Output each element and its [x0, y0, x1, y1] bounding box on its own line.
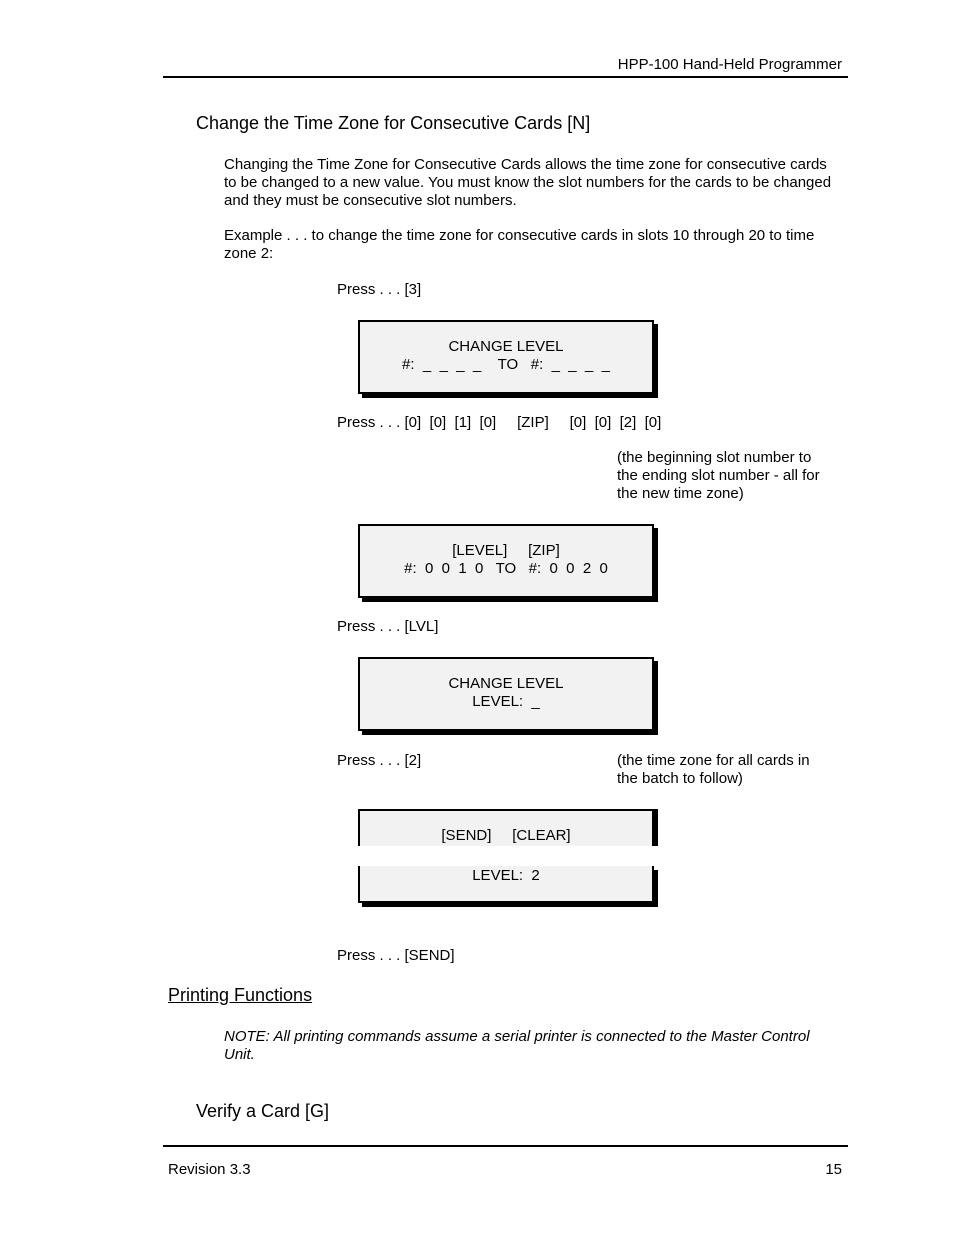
lcd-2-line-1: [LEVEL] [ZIP]: [452, 542, 560, 559]
lcd-display-3: [358, 657, 654, 731]
footer-page-number: 15: [825, 1161, 842, 1178]
footer-revision: Revision 3.3: [168, 1161, 251, 1178]
intro-paragraph: Changing the Time Zone for Consecutive Cards allows the time zone for consecutive cards to be changed to a new value. You must know the slot numbers for the cards to be changed and they must be consecutive slot numbers.: [224, 156, 832, 209]
step-2-note: (the beginning slot number to the ending slot number - all for the new time zone): [617, 449, 820, 502]
lcd-3-line-2: LEVEL: _: [472, 693, 540, 710]
header-title: HPP-100 Hand-Held Programmer: [617, 56, 842, 73]
verify-card-title: Verify a Card [G]: [196, 1101, 330, 1121]
lcd-display-4-top: [358, 809, 654, 846]
lcd-3-line-1: CHANGE LEVEL: [448, 675, 564, 692]
lcd-2-line-2: #: 0 0 1 0 TO #: 0 0 2 0: [404, 560, 608, 577]
header-rule: [163, 76, 848, 78]
press-step-5: Press . . . [SEND]: [337, 947, 455, 964]
press-step-3: Press . . . [LVL]: [337, 618, 439, 635]
example-paragraph: Example . . . to change the time zone for consecutive cards in slots 10 through 20 to time zone 2:: [224, 227, 815, 262]
printing-note: NOTE: All printing commands assume a serial printer is connected to the Master Control Unit.: [224, 1028, 810, 1063]
lcd-display-1: [358, 320, 654, 394]
lcd-4-line-1: [SEND] [CLEAR]: [441, 827, 571, 844]
section-title: Change the Time Zone for Consecutive Cards [N]: [196, 113, 591, 133]
lcd-1-line-2: #: _ _ _ _ TO #: _ _ _ _: [402, 356, 610, 373]
press-step-2: Press . . . [0] [0] [1] [0] [ZIP] [0] [0] [2] [0]: [337, 414, 662, 431]
lcd-1-line-1: CHANGE LEVEL: [448, 338, 564, 355]
press-step-1: Press . . . [3]: [337, 281, 422, 298]
press-step-4: Press . . . [2]: [337, 752, 422, 769]
step-4-note: (the time zone for all cards in the batch to follow): [617, 752, 810, 787]
lcd-4-line-2: LEVEL: 2: [472, 867, 540, 884]
lcd-display-2: [358, 524, 654, 598]
lcd-display-4-bottom: [358, 866, 654, 903]
footer-rule: [163, 1145, 848, 1147]
printing-functions-heading: Printing Functions: [168, 985, 313, 1005]
